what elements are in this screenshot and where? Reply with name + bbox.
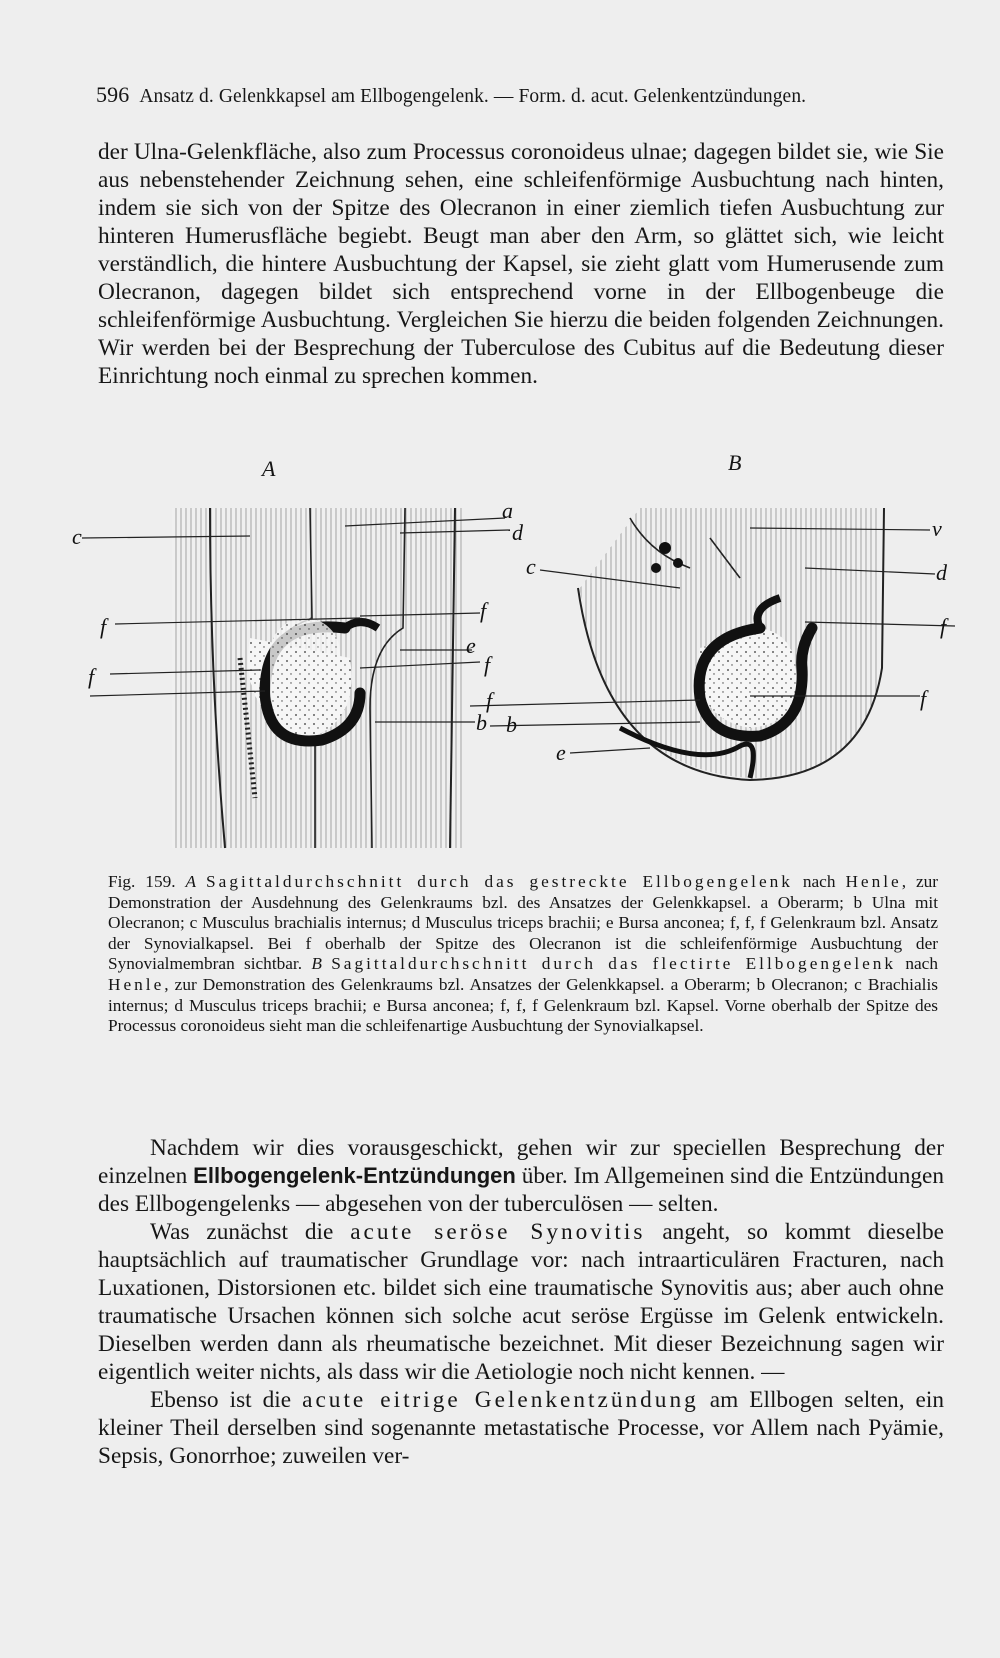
- p3-spaced-term: acute eitrige Gelenkentzündung: [302, 1387, 699, 1413]
- caption-a-letter: A: [185, 872, 197, 891]
- letter-a-b: b: [476, 710, 487, 735]
- letter-b-c: c: [526, 554, 536, 579]
- caption-b-letter: B: [311, 954, 322, 974]
- letter-b-f3: f: [920, 686, 927, 711]
- letter-a-e: e: [466, 633, 476, 658]
- caption-b-title: Sagittaldurchschnitt durch das flectirte Ellbogengelenk: [331, 954, 897, 974]
- paragraph-1: [98, 1134, 944, 1218]
- p2-spaced-term: acute seröse Synovitis: [350, 1219, 646, 1245]
- caption-a-text: , zur Demonstration der Ausdehnung des Gelenkraums bzl. des Ansatzes der Gelenkkapsel.: [108, 872, 939, 912]
- letter-b-v: v: [932, 516, 942, 541]
- p1-start: Nachdem wir dies vorausgeschickt, gehen wir zur speciellen Besprechung der einzelnen: [98, 1135, 944, 1189]
- figure-caption: [108, 872, 938, 1037]
- letter-a-c: c: [72, 524, 82, 549]
- letter-b-d: d: [936, 560, 947, 585]
- caption-b-author: Henle: [108, 974, 165, 994]
- panel-b-label: B: [728, 450, 742, 475]
- caption-b-mid: nach: [905, 954, 938, 974]
- letter-a-f1: f: [100, 614, 107, 639]
- caption-a-title: Sagittaldurchschnitt durch das gestreckte Ellbogengelenk: [206, 872, 793, 891]
- p2-start: Was zunächst die: [150, 1219, 334, 1245]
- caption-a-mid: nach: [802, 872, 836, 891]
- main-text: [98, 1134, 944, 1470]
- caption-a-legend: a Oberarm; b Ulna mit Olecranon; c Musculus brachialis internus; d Musculus triceps brachii; e Bursa anconea; f, f, f Gelenkraum bzl. Ansatz der Synovialkapsel. Bei f oberhalb der Spitze des Olecranon ist die schleifenförmige Ausbuchtung der Synovialmembran sichtbar.: [108, 892, 938, 974]
- p1-bold-term: Ellbogengelenk-Entzündungen: [193, 1163, 516, 1188]
- caption-a-author: Henle: [845, 872, 902, 891]
- letter-a-f2: f: [480, 598, 487, 623]
- letter-b-f1: f: [940, 614, 947, 639]
- panel-a-label: A: [262, 456, 276, 481]
- running-title: Ansatz d. Gelenkkapsel am Ellbogengelenk. — Form. d. acut. Gelenkentzündungen.: [139, 86, 807, 107]
- caption-fig-number: Fig. 159.: [108, 872, 176, 891]
- intro-paragraph: [98, 138, 944, 390]
- letter-b-b: b: [506, 712, 517, 737]
- p2-end: angeht, so kommt dieselbe hauptsächlich auf traumatischer Grundlage vor: nach intraarticulären Fracturen, nach Luxationen, Distorsionen etc. bildet sich eine traumatische Synovitis aus; aber auch ohne traumatische Ursachen können sich solche acut seröse Ergüsse im Gelenk entwickeln. Dieselben werden dann als rheumatische bezeichnet. Mit dieser Bezeichnung sagen wir eigentlich weiter nichts, als dass wir die Aetiologie noch nicht kennen. —: [98, 1219, 945, 1385]
- letter-a-f3: f: [88, 664, 95, 689]
- letter-a-f4: f: [484, 652, 491, 677]
- intro-text: der Ulna-Gelenkfläche, also zum Processus coronoideus ulnae; dagegen bildet sie, wie Sie aus nebenstehender Zeichnung sehen, eine schleifenförmige Ausbuchtung nach hinten, indem sie sich von der Spitze des Olecranon in einer ziemlich tiefen Ausbuchtung zur hinteren Humerusfläche begiebt. Beugt man aber den Arm, so glättet sich, wie leicht verständlich, die hintere Ausbuchtung der Kapsel, sie zieht glatt vom Humerusende zum Olecranon, dagegen bildet sich entsprechend vorne in der Ellbogenbeuge die schleifenförmige Ausbuchtung. Vergleichen Sie hierzu die beiden folgenden Zeichnungen. Wir werden bei der Besprechung der Tuberculose des Cubitus auf die Bedeutung dieser Einrichtung noch einmal zu sprechen kommen.: [98, 139, 944, 389]
- paragraph-3: [98, 1386, 944, 1470]
- running-header: [96, 82, 936, 108]
- paragraph-2: [98, 1218, 944, 1386]
- letter-b-e: e: [556, 740, 566, 765]
- page-number: 596: [96, 82, 130, 107]
- letter-a-a: a: [502, 498, 513, 523]
- panel-a-drawing: [172, 508, 462, 848]
- letter-a-d: d: [512, 520, 523, 545]
- caption-b-text: , zur Demonstration des Gelenkraums bzl. Ansatzes der Gelenkkapsel.: [164, 974, 665, 994]
- letter-b-f2: f: [486, 688, 493, 713]
- p3-start: Ebenso ist die: [150, 1387, 292, 1413]
- p1-end: über. Im Allgemeinen sind die Entzündungen des Ellbogengelenks — abgesehen von der tuberculösen — selten.: [98, 1163, 944, 1217]
- caption-b-legend: a Oberarm; b Olecranon; c Brachialis internus; d Musculus triceps brachii; e Bursa anconea; f, f, f Gelenkraum bzl. Kapsel. Vorne oberhalb der Spitze des Processus coronoideus sieht man die schleifenartige Ausbuchtung der Synovialkapsel.: [108, 974, 938, 1036]
- anatomical-figure: [60, 478, 960, 868]
- p3-end: am Ellbogen selten, ein kleiner Theil derselben sind sogenannte metastatische Processe, vor Allem nach Pyämie, Sepsis, Gonorrhoe; zuweilen ver-: [98, 1387, 944, 1469]
- panel-b-drawing: [578, 508, 884, 780]
